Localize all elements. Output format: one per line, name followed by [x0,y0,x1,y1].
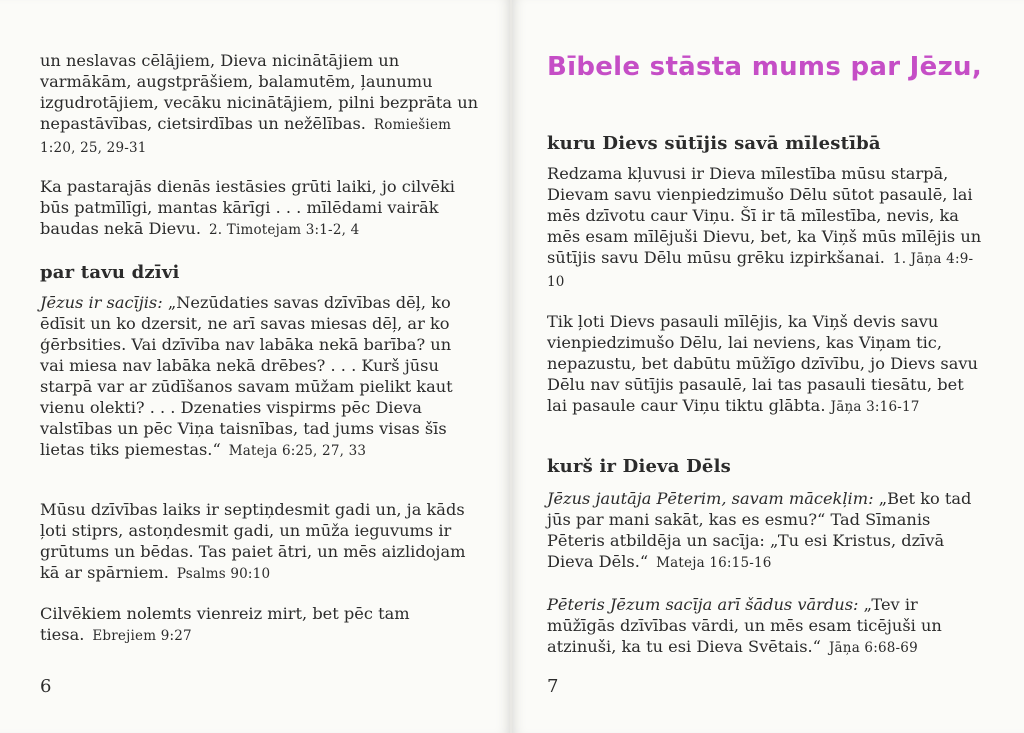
heading-kuru-dievs: kuru Dievs sūtījis savā mīlestībā [547,133,881,154]
bible-reference: Jāņa 6:68-69 [828,640,918,656]
heading-kurs-ir-dieva-dels: kurš ir Dieva Dēls [547,456,731,477]
left-section-paragraph-1: Jēzus ir sacījis: „Nezūdaties savas dzīvības dēļ, ko ēdīsit un ko dzersit, ne arī savas miesas dēļ, ar ko ģērbsities. Vai dzīvība nav labāka nekā barība? un vai miesa nav labāka nekā drēbes? . . . Kurš jūsu starpā var ar zūdīšanos savam mūžam pielikt kaut vienu olekti? . . . Dzenaties vispirms pēc Dieva valstības un pēc Viņa taisnības, tad jums visas šīs lietas tiks piemestas.“ Mateja 6:25, 27, 33 [40,293,453,459]
page-number: 7 [547,676,559,697]
left-section-paragraph-3: Cilvēkiem nolemts vienreiz mirt, bet pēc tam tiesa. Ebrejiem 9:27 [40,604,410,644]
left-section-paragraph-2: Mūsu dzīvības laiks ir septiņdesmit gadi un, ja kāds ļoti stiprs, astoņdesmit gadi, un mūža ieguvums ir grūtums un bēdas. Tas paiet ātri, un mēs aizlidojam kā ar spārniem. Psalms 90:10 [40,500,466,582]
bible-reference: Mateja 6:25, 27, 33 [228,443,367,459]
right-page [512,0,1024,733]
bible-reference: Romiešiem 1:20, 25, 29-31 [40,117,452,156]
left-paragraph-1: un neslavas cēlājiem, Dieva nicinātājiem un varmākām, augstprāšiem, balamutēm, ļaunumu izgudrotājiem, vecāku nicinātājiem, pilni bezprāta un nepastāvības, cietsirdības un nežēlības. Romiešiem 1:20, 25, 29-31 [40,51,479,156]
heading-par-tavu-dzivi: par tavu dzīvi [40,262,180,283]
right-section1-paragraph-2: Tik ļoti Dievs pasauli mīlējis, ka Viņš devis savu vienpiedzimušo Dēlu, lai neviens, kas Viņam tic, nepazustu, bet dabūtu mūžīgo dzīvību, jo Dievs savu Dēlu nav sūtījis pasaulē, lai tas pasauli tiesātu, bet lai pasaule caur Viņu tiktu glābta. Jāņa 3:16-17 [547,312,978,415]
right-section2-paragraph-2: Pēteris Jēzum sacīja arī šādus vārdus: „Tev ir mūžīgās dzīvības vārdi, un mēs esam ticējuši un atzinuši, ka tu esi Dieva Svētais.“ Jāņa 6:68-69 [547,595,942,656]
bible-reference: 2. Timotejam 3:1-2, 4 [208,222,360,238]
bible-reference: Jāņa 3:16-17 [830,399,920,415]
bible-reference: Psalms 90:10 [176,566,271,582]
bible-reference: Ebrejiem 9:27 [92,628,192,644]
page-title: Bībele stāsta mums par Jēzu, [547,52,983,82]
right-section2-paragraph-1: Jēzus jautāja Pēterim, savam mācekļim: „Bet ko tad jūs par mani sakāt, kas es esmu?“ Tad Sīmanis Pēteris atbildēja un sacīja: „Tu esi Kristus, dzīvā Dieva Dēls.“ Mateja 16:15-16 [547,489,972,571]
bible-reference: 1. Jāņa 4:9-10 [547,251,974,290]
left-page [0,0,510,733]
right-section1-paragraph-1: Redzama kļuvusi ir Dieva mīlestība mūsu starpā, Dievam savu vienpiedzimušo Dēlu sūtot pasaulē, lai mēs dzīvotu caur Viņu. Šī ir tā mīlestība, nevis, ka mēs esam mīlējuši Dievu, bet, ka Viņš mūs mīlējis un sūtījis savu Dēlu mūsu grēku izpirkšanai. 1. Jāņa 4:9-10 [547,164,982,290]
left-paragraph-2: Ka pastarajās dienās iestāsies grūti laiki, jo cilvēki būs patmīlīgi, mantas kārīgi . . . mīlēdami vairāk baudas nekā Dievu. 2. Timotejam 3:1-2, 4 [40,177,455,238]
page-number: 6 [40,676,52,697]
bible-reference: Mateja 16:15-16 [656,555,772,571]
